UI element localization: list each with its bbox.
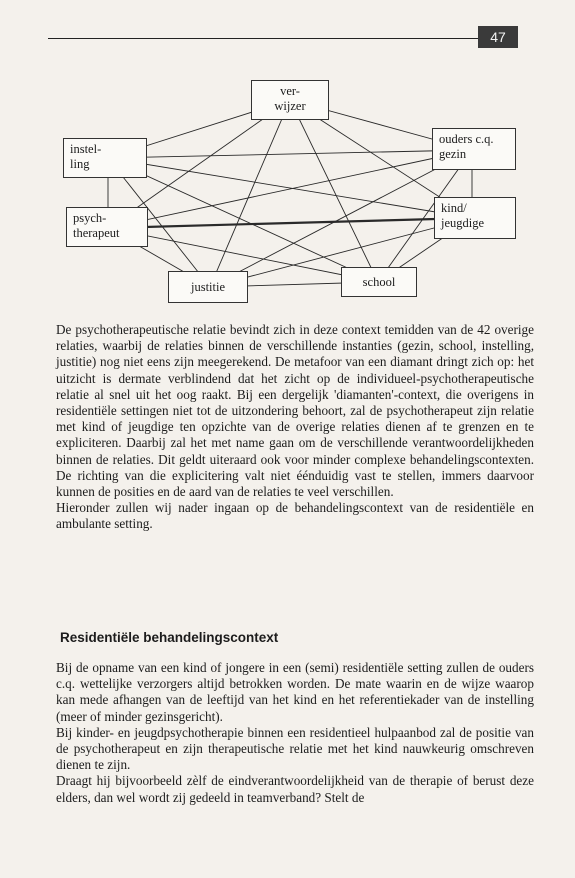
node-ouders-gezin: ouders c.q. gezin <box>432 128 516 170</box>
relation-line <box>108 158 472 218</box>
body-text-top <box>56 322 534 533</box>
page-number: 47 <box>478 26 518 48</box>
paragraph: Bij kinder- en jeugdpsychotherapie binnen een residentieel hulpaanbod zal de positie van de psychotherapeut en zijn therapeutische relatie met het kind nauwkeurig omschreven dienen te zijn. <box>56 724 534 773</box>
body-text-bottom <box>56 660 534 806</box>
paragraph: Draagt hij bijvoorbeeld zèlf de eindverantwoordelijkheid van de therapie of berust deze elders, dan wel wordt zij gedeeld in teamverband? Stelt de <box>56 773 534 805</box>
node-psychotherapeut: psych- therapeut <box>66 207 148 247</box>
relation-line <box>108 150 472 158</box>
node-verwijzer: ver- wijzer <box>251 80 329 120</box>
node-instelling: instel- ling <box>63 138 147 178</box>
paragraph: De psychotherapeutische relatie bevindt zich in deze context temidden van de 42 overige relaties, waarbij de relaties binnen de verschillende instanties (gezin, school, instelling, justitie) nog niet eens zijn meegerekend. De metafoor van een diamant dringt zich op: het uitzicht is dermate verblindend dat het zicht op de individueel-psychotherapeutische relatie al snel uit het oog raakt. Bij een dergelijk 'diamanten'-context, die overigens in residentiële settingen niet tot de uitzondering behoort, zal de psychotherapeut zijn relatie met kind of jeugdige ten opzichte van de overige relaties dienen af te grenzen en te expliciteren. Daarbij zal het met name gaan om de verschillende verantwoordelijkheden binnen de relaties. Dit geldt uiteraard ook voor minder complexe behandelingscontexten. De richting van die explicitering valt niet éénduidig vast te stellen, immers daarvoor kunnen de posities en de aard van de relaties te veel verschillen. <box>56 322 534 500</box>
paragraph: Hieronder zullen wij nader ingaan op de behandelingscontext van de residentiële en ambulante setting. <box>56 500 534 532</box>
node-kind-jeugdige: kind/ jeugdige <box>434 197 516 239</box>
relation-line <box>108 150 472 228</box>
section-heading: Residentiële behandelingscontext <box>60 630 279 645</box>
node-justitie: justitie <box>168 271 248 303</box>
paragraph: Bij de opname van een kind of jongere in een (semi) residentiële setting zullen de ouders c.q. wettelijke verzorgers altijd betrokken worden. De mate waarin en de wijze waarop kan mede afhangen van de leeftijd van het kind en het referentiekader van de instelling (meer of minder gezinsgericht). <box>56 660 534 724</box>
node-school: school <box>341 267 417 297</box>
